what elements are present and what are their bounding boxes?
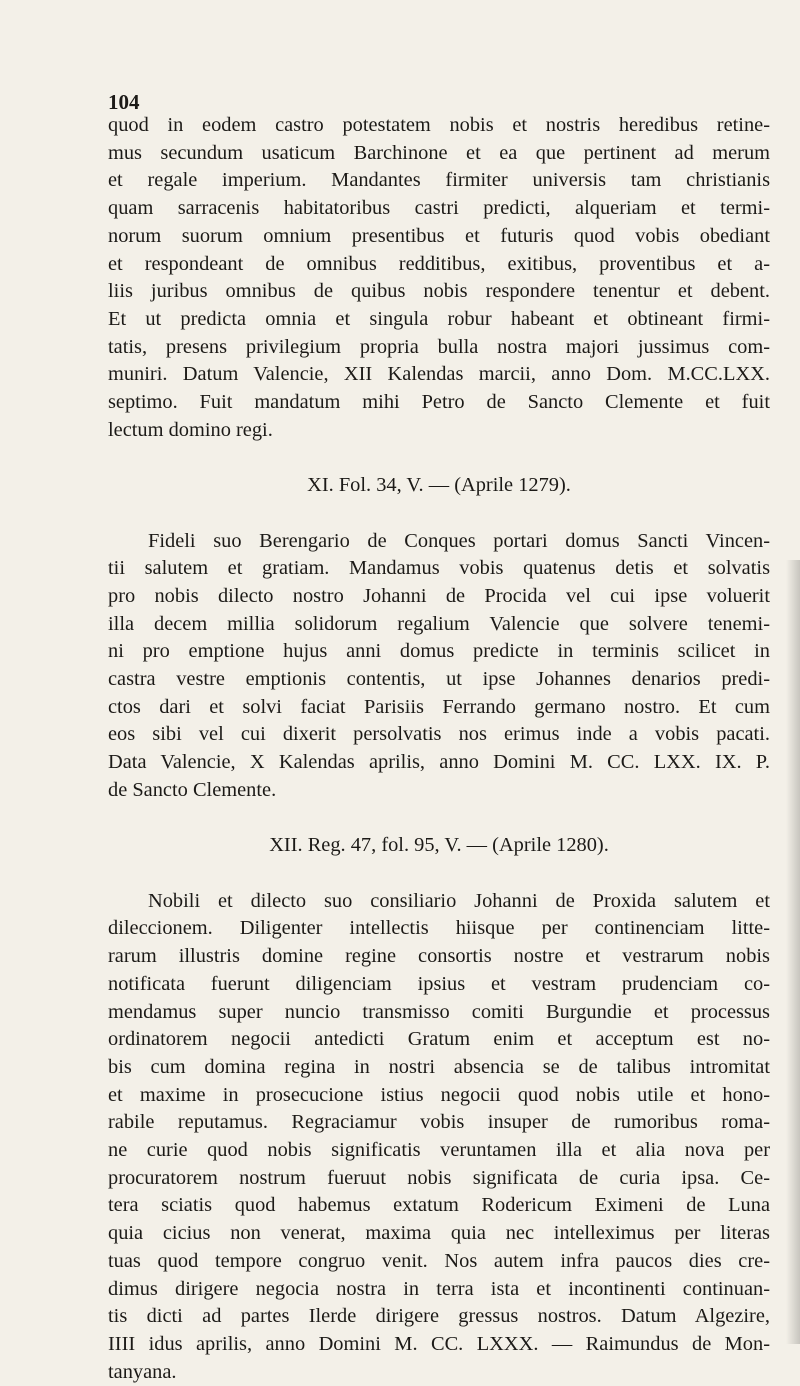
text-line: dimus dirigere negocia nostra in terra ista et incontinenti continuan- — [108, 1277, 770, 1300]
text-line: quod in eodem castro potestatem nobis et nostris heredibus retine- — [108, 114, 770, 136]
text-line: quam sarracenis habitatoribus castri predicti, alqueriam et termi- — [108, 197, 770, 220]
text-line: illa decem millia solidorum regalium Valencie que solvere tenemi- — [108, 612, 770, 635]
text-line: mus secundum usaticum Barchinone et ea que pertinent ad merum — [108, 141, 770, 164]
document-text — [108, 112, 770, 1386]
text-line: quia cicius non venerat, maxima quia nec intelleximus per literas — [108, 1222, 770, 1245]
text-line: tatis, presens privilegium propria bulla nostra majori jussimus com- — [108, 335, 770, 358]
text-line: Nobili et dilecto suo consiliario Johanni de Proxida salutem et — [148, 889, 770, 912]
text-line: ctos dari et solvi faciat Parisiis Ferrando germano nostro. Et cum — [108, 695, 770, 718]
text-line — [108, 500, 770, 528]
text-line: bis cum domina regina in nostri absencia se de talibus intromitat — [108, 1055, 770, 1078]
text-line — [108, 860, 770, 888]
text-line — [108, 444, 770, 472]
text-line: tuas quod tempore congruo venit. Nos autem infra paucos dies cre- — [108, 1249, 770, 1272]
text-line: et maxime in prosecucione istius negocii quod nobis utile et hono- — [108, 1083, 770, 1106]
text-line: liis juribus omnibus de quibus nobis respondere tenentur et debent. — [108, 280, 770, 303]
text-line: ni pro emptione hujus anni domus predicte in terminis scilicet in — [108, 640, 770, 663]
page-number: 104 — [108, 90, 140, 114]
text-line: pro nobis dilecto nostro Johanni de Procida vel cui ipse voluerit — [108, 584, 770, 607]
text-line — [108, 805, 770, 833]
text-line: Et ut predicta omnia et singula robur habeant et obtineant firmi- — [108, 307, 770, 330]
text-line: IIII idus aprilis, anno Domini M. CC. LXXX. — Raimundus de Mon- — [108, 1332, 770, 1355]
text-line: dileccionem. Diligenter intellectis hiisque per continenciam litte- — [108, 917, 770, 940]
text-line: mendamus super nuncio transmisso comiti Burgundie et processus — [108, 1000, 770, 1023]
text-line: rabile reputamus. Regraciamur vobis insuper de rumoribus roma- — [108, 1111, 770, 1134]
text-line: procuratorem nostrum fueruut nobis significata de curia ipsa. Ce- — [108, 1166, 770, 1189]
text-line: ordinatorem negocii antedicti Gratum enim et acceptum est no- — [108, 1028, 770, 1051]
text-line: rarum illustris domine regine consortis nostre et vestrarum nobis — [108, 945, 770, 968]
text-line: Fideli suo Berengario de Conques portari domus Sancti Vincen- — [148, 529, 770, 552]
text-line: tis dicti ad partes Ilerde dirigere gressus nostros. Datum Algezire, — [108, 1305, 770, 1328]
text-line: ne curie quod nobis significatis veruntamen illa et alia nova per — [108, 1139, 770, 1162]
text-line: Data Valencie, X Kalendas aprilis, anno Domini M. CC. LXX. IX. P. — [108, 751, 770, 774]
text-line: eos sibi vel cui dixerit persolvatis nos erimus inde a vobis pacati. — [108, 723, 770, 746]
text-line: tanyana. — [108, 1360, 177, 1383]
text-line: muniri. Datum Valencie, XII Kalendas marcii, anno Dom. M.CC.LXX. — [108, 363, 770, 386]
text-line: norum suorum omnium presentibus et futuris quod vobis obediant — [108, 224, 770, 247]
text-line: castra vestre emptionis contentis, ut ipse Johannes denarios predi- — [108, 668, 770, 691]
text-line: septimo. Fuit mandatum mihi Petro de Sancto Clemente et fuit — [108, 391, 770, 414]
text-line: tii salutem et gratiam. Mandamus vobis quatenus detis et solvatis — [108, 557, 770, 580]
text-line: lectum domino regi. — [108, 418, 273, 441]
text-line: de Sancto Clemente. — [108, 778, 277, 801]
document-heading: XI. Fol. 34, V. — (Aprile 1279). — [307, 474, 571, 497]
text-line: notificata fuerunt diligenciam ipsius et vestram prudenciam co- — [108, 972, 770, 995]
page-edge-shadow — [786, 560, 800, 1344]
document-heading: XII. Reg. 47, fol. 95, V. — (Aprile 1280). — [269, 834, 609, 857]
text-line: et regale imperium. Mandantes firmiter universis tam christianis — [108, 169, 770, 192]
text-line: tera sciatis quod habemus extatum Rodericum Eximeni de Luna — [108, 1194, 770, 1217]
text-line: et respondeant de omnibus redditibus, exitibus, proventibus et a- — [108, 252, 770, 275]
